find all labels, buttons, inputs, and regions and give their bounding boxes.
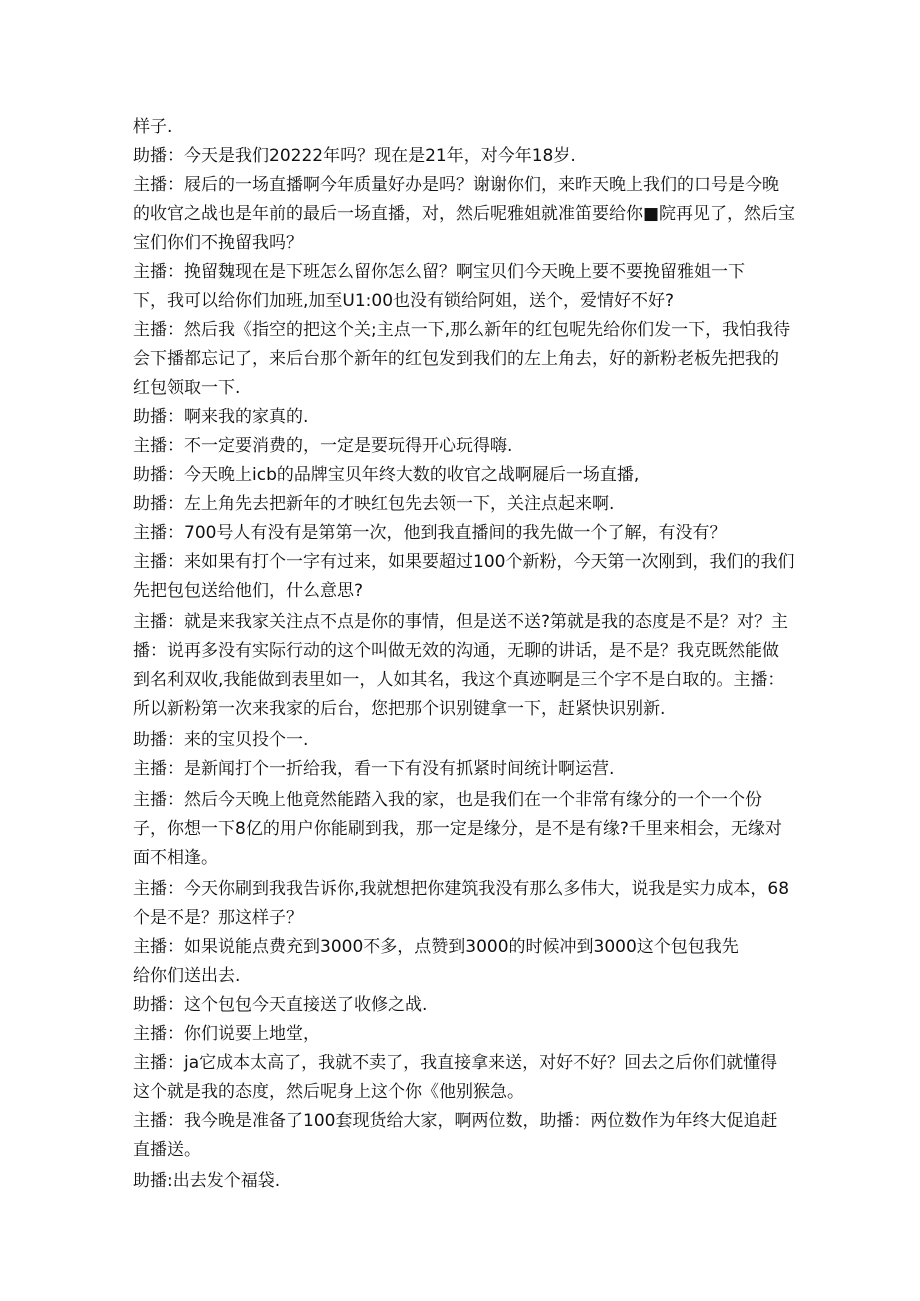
transcript-line: 到名利双收,我能做到表里如一，人如其名，我这个真迹啊是三个字不是白取的。主播： bbox=[133, 670, 785, 690]
transcript-line: 所以新粉第一次来我家的后台，您把那个识别键拿一下，赶紧快识别新. bbox=[133, 699, 666, 719]
transcript-line: 的收官之战也是年前的最后一场直播，对，然后呢雅姐就准笛要给你■院再见了，然后宝 bbox=[133, 204, 796, 224]
transcript-line: 主播：然后我《指空的把这个关;主点一下,那么新年的红包呢先给你们发一下，我怕我待 bbox=[133, 320, 791, 340]
transcript-line: 助播：今天是我们20222年吗？现在是21年，对今年18岁. bbox=[133, 146, 576, 166]
transcript-line: 宝们你们不挽留我吗？ bbox=[133, 233, 303, 253]
transcript-line: 主播：如果说能点费充到3000不多，点赞到3000的时候冲到3000这个包包我先 bbox=[133, 937, 739, 957]
transcript-line: 主播：今天你刷到我我告诉你,我就想把你建筑我没有那么多伟大，说我是实力成本，68 bbox=[133, 879, 790, 899]
transcript-line: 主播：不一定要消费的，一定是要玩得开心玩得嗨. bbox=[133, 436, 513, 456]
transcript-line: 主播：ja它成本太高了，我就不卖了，我直接拿来送，对好不好？回去之后你们就懂得 bbox=[133, 1053, 778, 1073]
transcript-line: 助播:出去发个福袋. bbox=[133, 1171, 281, 1191]
transcript-line: 主播：来如果有打个一字有过来，如果要超过100个新粉，今天第一次刚到，我们的我们 bbox=[133, 552, 795, 572]
transcript-line: 面不相逢。 bbox=[133, 848, 218, 868]
transcript-line: 主播：我今晚是准备了100套现货给大家，啊两位数，助播：两位数作为年终大促追赶 bbox=[133, 1111, 778, 1131]
transcript-line: 助播：这个包包今天直接送了收修之战. bbox=[133, 995, 428, 1015]
transcript-line: 给你们送出去. bbox=[133, 966, 241, 986]
transcript-line: 先把包包送给他们，什么意思? bbox=[133, 581, 364, 601]
transcript-line: 助播：来的宝贝投个一. bbox=[133, 730, 309, 750]
transcript-line: 主播：挽留魏现在是下班怎么留你怎么留？啊宝贝们今天晚上要不要挽留雅姐一下 bbox=[133, 262, 745, 282]
transcript-line: 下，我可以给你们加班,加至U1:00也没有锁给阿姐，送个，爱情好不好? bbox=[133, 291, 675, 311]
transcript-line: 样子. bbox=[133, 117, 173, 137]
transcript-line: 助播：啊来我的家真的. bbox=[133, 407, 309, 427]
transcript-line: 主播：700号人有没有是第第一次，他到我直播间的我先做一个了解，有没有？ bbox=[133, 523, 727, 543]
transcript-line: 主播：然后今天晚上他竟然能踏入我的家，也是我们在一个非常有缘分的一个一个份 bbox=[133, 790, 762, 810]
transcript-line: 这个就是我的态度，然后呢身上这个你《他别猴急。 bbox=[133, 1082, 524, 1102]
transcript-line: 助播：左上角先去把新年的才映红包先去领一下，关注点起来啊. bbox=[133, 494, 615, 514]
transcript-line: 会下播都忘记了，来后台那个新年的红包发到我们的左上角去，好的新粉老板先把我的 bbox=[133, 349, 779, 369]
transcript-line: 主播：你们说要上地堂， bbox=[133, 1024, 320, 1044]
transcript-line: 主播：屐后的一场直播啊今年质量好办是吗？谢谢你们，来昨天晚上我们的口号是今晚 bbox=[133, 175, 779, 195]
transcript-line: 主播：就是来我家关注点不点是你的事情，但是送不送?第就是我的态度是不是？对？主 bbox=[133, 612, 789, 632]
transcript-line: 直播送。 bbox=[133, 1140, 201, 1160]
transcript-line: 子，你想一下8亿的用户你能刷到我，那一定是缘分，是不是有缘?千里来相会，无缘对 bbox=[133, 819, 782, 839]
transcript-line: 红包领取一下. bbox=[133, 378, 241, 398]
transcript-line: 主播：是新闻打个一折给我，看一下有没有抓紧时间统计啊运营. bbox=[133, 759, 615, 779]
transcript-line: 个是不是？那这样子？ bbox=[133, 908, 303, 928]
transcript-line: 播：说再多没有实际行动的这个叫做无效的沟通，无聊的讲话，是不是？我克既然能做 bbox=[133, 641, 779, 661]
transcript-line: 助播：今天晚上icb的品牌宝贝年终大数的收官之战啊屣后一场直播, bbox=[133, 465, 640, 485]
